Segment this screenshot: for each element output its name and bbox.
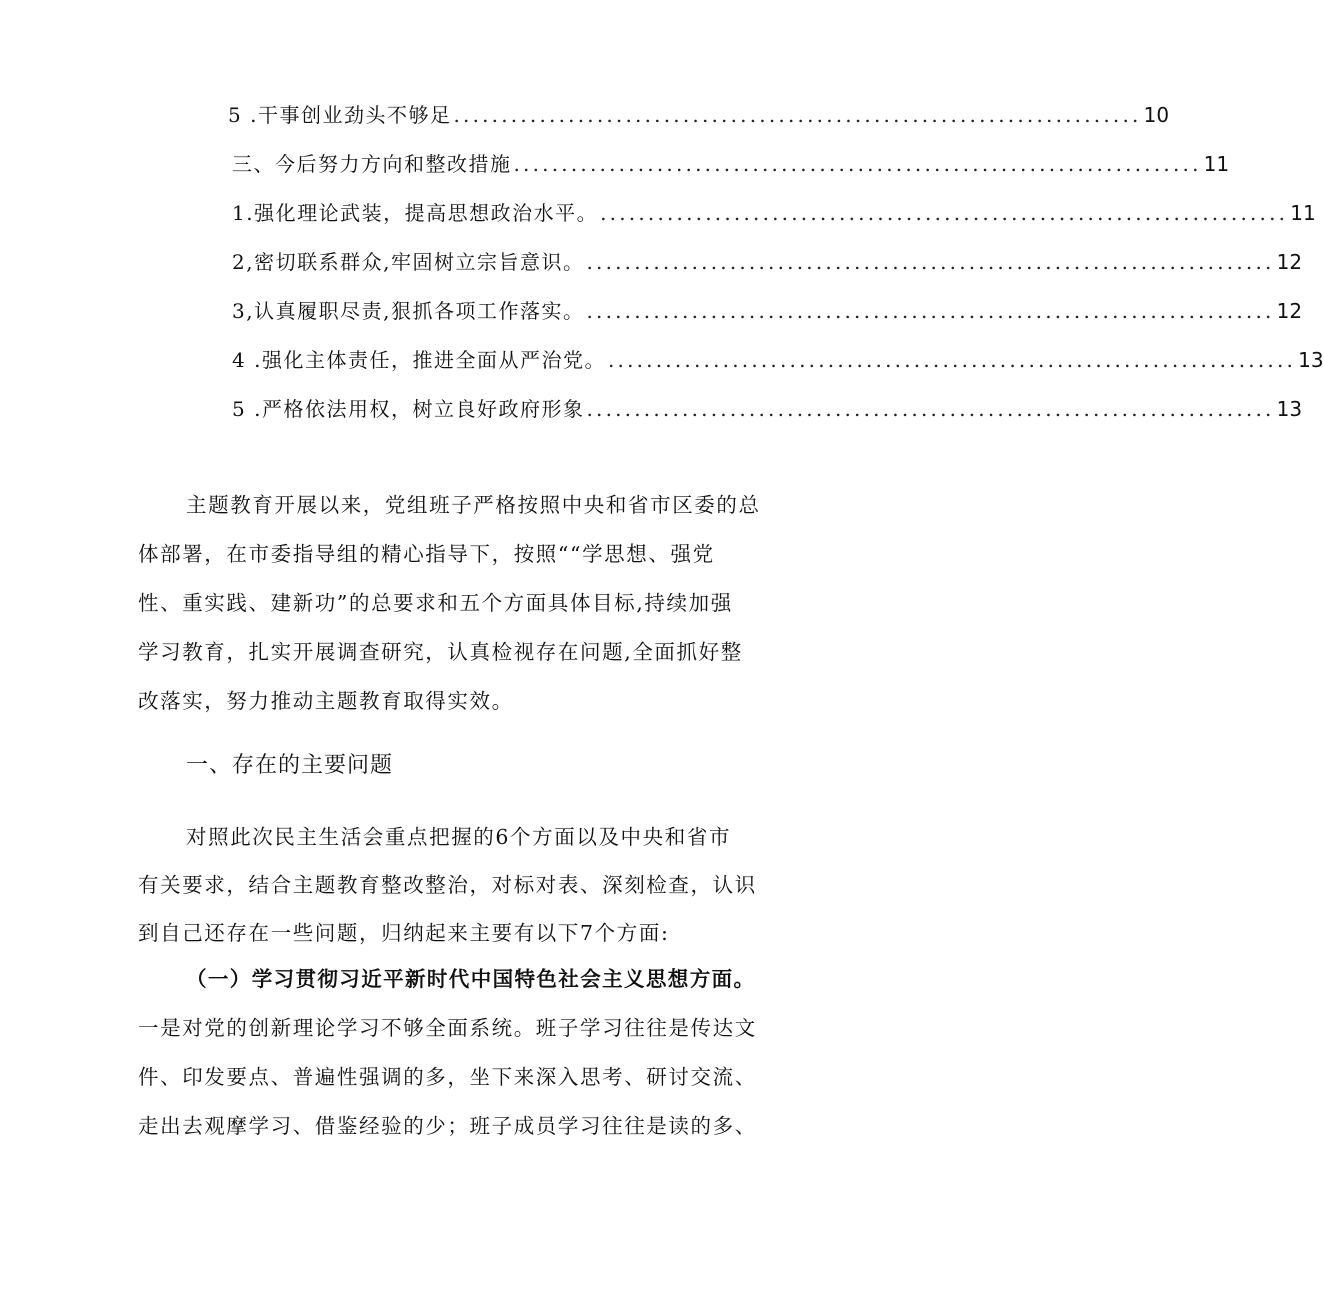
subsection-paragraph-line: 走出去观摩学习、借鉴经验的少；班子成员学习往往是读的多、 xyxy=(138,1114,757,1138)
toc-leader-dots: ........................................................................ xyxy=(586,299,1275,323)
toc-page-number: 11 xyxy=(1290,201,1316,225)
toc-leader-dots: ........................................................................ xyxy=(513,152,1202,176)
intro-paragraph-line: 主题教育开展以来，党组班子严格按照中央和省市区委的总 xyxy=(186,493,761,517)
intro-paragraph-line: 性、重实践、建新功”的总要求和五个方面具体目标,持续加强 xyxy=(138,591,733,615)
toc-entry-text: 三、今后努力方向和整改措施 xyxy=(232,152,512,176)
toc-entry-text: 3,认真履职尽责,狠抓各项工作落实。 xyxy=(232,299,585,323)
toc-page-number: 13 xyxy=(1298,348,1324,372)
toc-entry-text: 4 .强化主体责任，推进全面从严治党。 xyxy=(232,348,606,372)
toc-leader-dots: ........................................................................ xyxy=(607,348,1297,372)
intro-paragraph-line: 学习教育，扎实开展调查研究，认真检视存在问题,全面抓好整 xyxy=(138,640,743,664)
toc-entry xyxy=(228,99,1170,133)
toc-entry xyxy=(232,295,1303,329)
intro-paragraph-line: 改落实，努力推动主题教育取得实效。 xyxy=(138,689,514,713)
subsection-paragraph-line: 一是对党的创新理论学习不够全面系统。班子学习往往是传达文 xyxy=(138,1016,757,1040)
section-paragraph-line: 有关要求，结合主题教育整改整治，对标对表、深刻检查，认识 xyxy=(138,873,757,897)
toc-page-number: 10 xyxy=(1143,103,1170,127)
toc-entry-text: 1.强化理论武装，提高思想政治水平。 xyxy=(232,201,599,225)
toc-entry xyxy=(232,393,1303,427)
toc-leader-dots: ........................................................................ xyxy=(453,103,1142,127)
toc-page-number: 12 xyxy=(1276,250,1303,274)
intro-paragraph-text: 体部署，在市委指导组的精心指导下，按照“ xyxy=(138,542,570,566)
toc-page-number: 12 xyxy=(1276,299,1303,323)
intro-paragraph-line xyxy=(138,537,715,567)
toc-leader-dots: ........................................................................ xyxy=(586,397,1275,421)
toc-page-number: 13 xyxy=(1276,397,1303,421)
toc-entry xyxy=(232,197,1316,231)
intro-quote: “学思想、强党 xyxy=(569,542,715,566)
toc-leader-dots: ........................................................................ xyxy=(600,201,1289,225)
toc-entry-text: 5 .干事创业劲头不够足 xyxy=(228,103,452,127)
section-paragraph-line: 对照此次民主生活会重点把握的6个方面以及中央和省市 xyxy=(186,825,732,849)
subsection-paragraph-line: 件、印发要点、普遍性强调的多，坐下来深入思考、研讨交流、 xyxy=(138,1065,757,1089)
section-heading: 一、存在的主要问题 xyxy=(186,753,394,778)
toc-entry xyxy=(232,344,1324,378)
section-paragraph-line: 到自己还存在一些问题，归纳起来主要有以下7个方面: xyxy=(138,921,670,945)
toc-leader-dots: ........................................................................ xyxy=(586,250,1275,274)
toc-entry-text: 2,密切联系群众,牢固树立宗旨意识。 xyxy=(232,250,585,274)
subsection-title: （一）学习贯彻习近平新时代中国特色社会主义思想方面。 xyxy=(186,967,756,991)
toc-page-number: 11 xyxy=(1203,152,1230,176)
toc-entry xyxy=(232,246,1303,280)
toc-entry-text: 5 .严格依法用权，树立良好政府形象 xyxy=(232,397,585,421)
toc-entry xyxy=(232,148,1230,182)
